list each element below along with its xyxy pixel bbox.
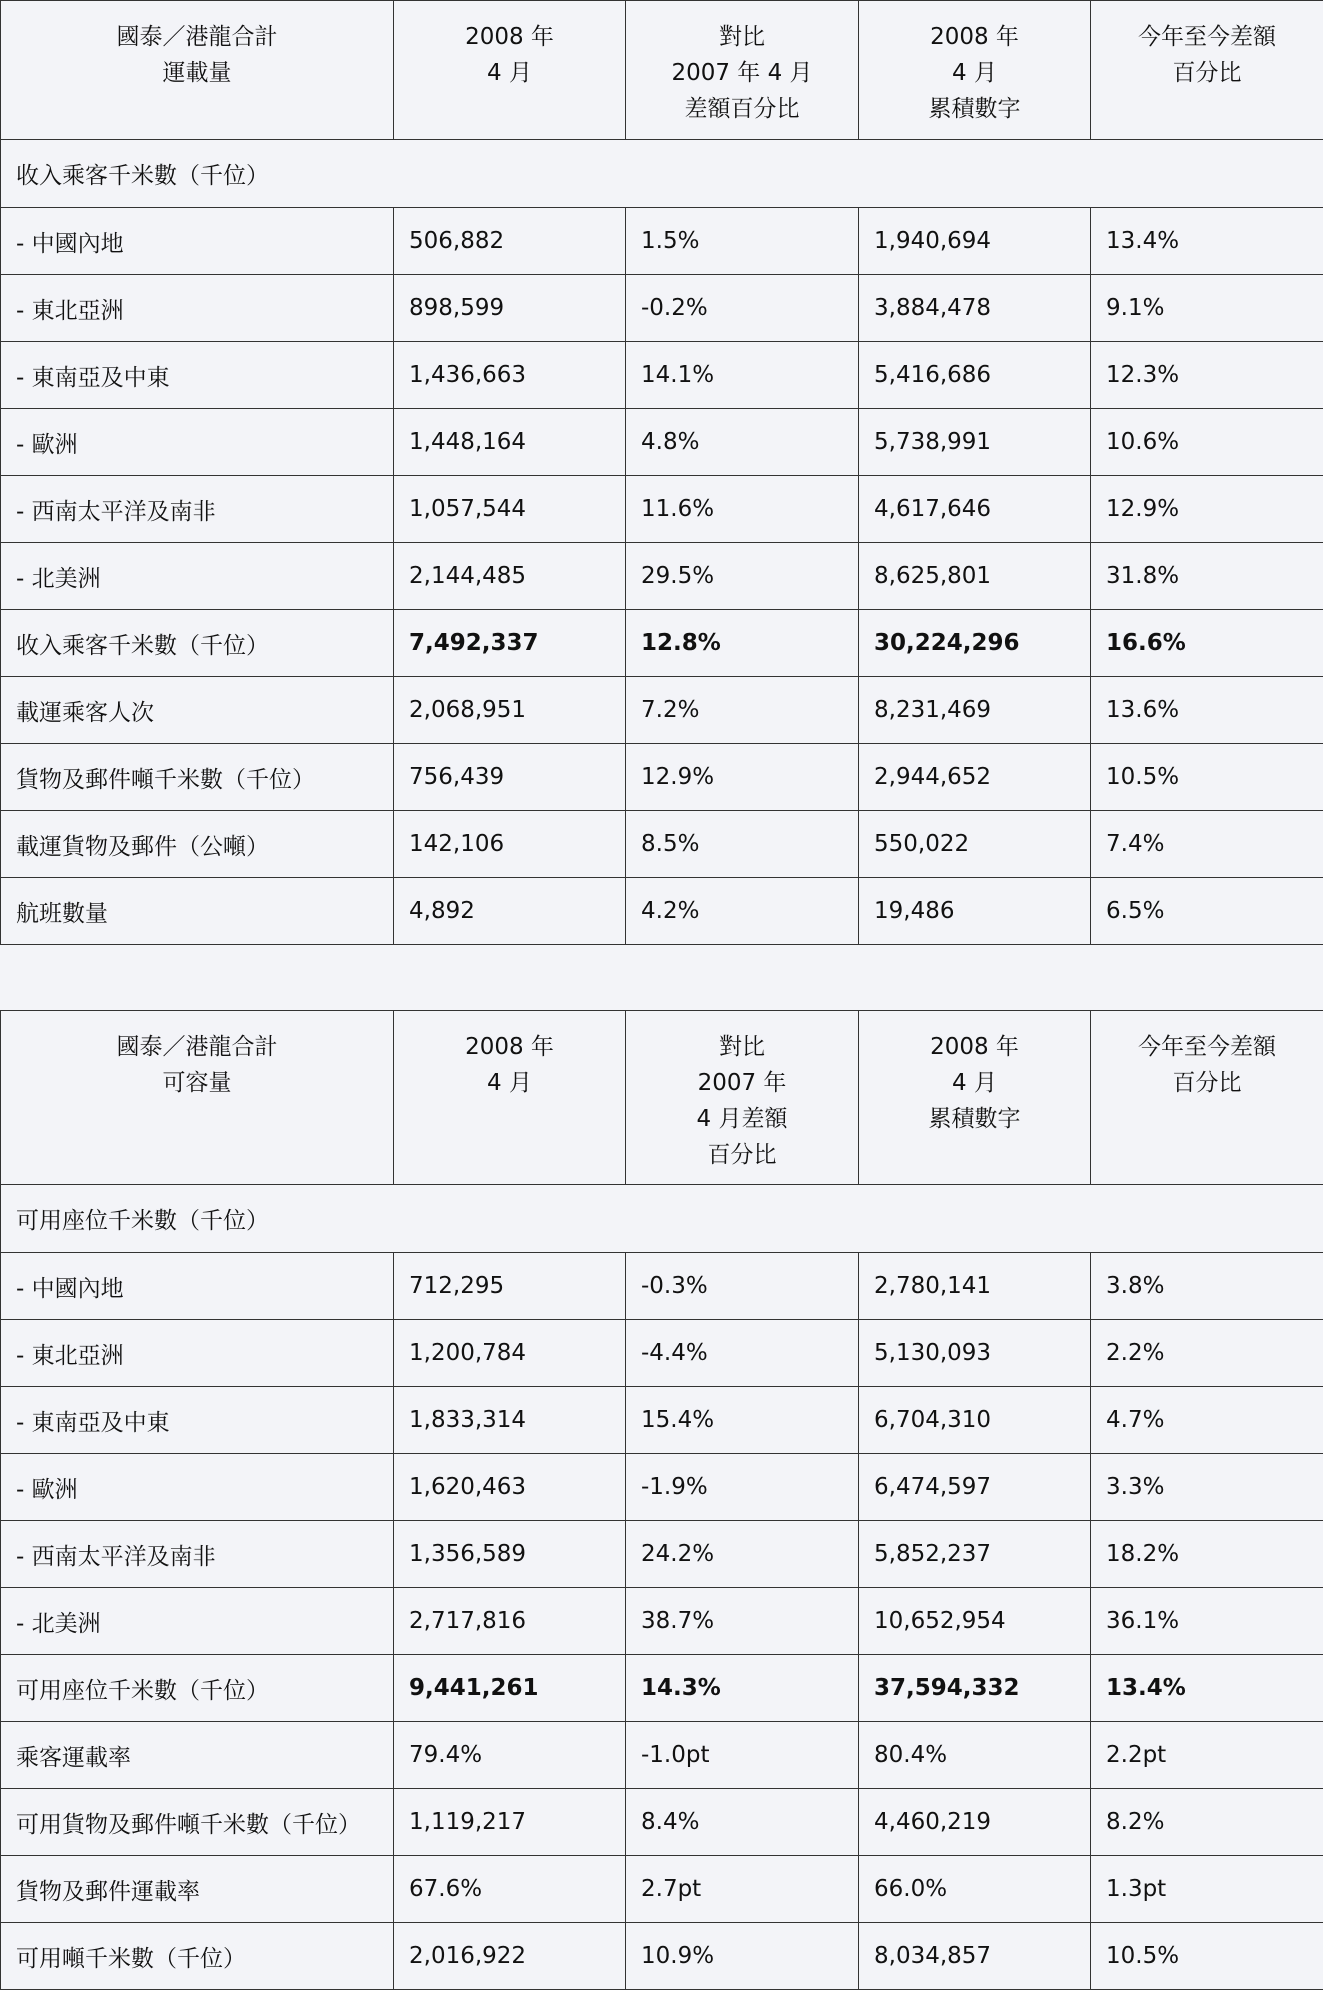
table-row	[1, 275, 1323, 342]
row-value: 10.9%	[626, 1923, 859, 1990]
row-value: 10.5%	[1091, 1923, 1323, 1990]
table-row	[1, 1588, 1323, 1655]
table-row	[1, 878, 1323, 945]
table-row	[1, 1722, 1323, 1789]
header-text-line: 2008 年	[930, 24, 1019, 50]
traffic-section-row	[1, 140, 1323, 208]
header-text-line: 4 月	[952, 60, 997, 86]
row-value: 8,034,857	[859, 1923, 1091, 1990]
row-value: -4.4%	[626, 1320, 859, 1387]
header-text-line: 國泰／港龍合計	[116, 24, 278, 50]
header-text-line: 百分比	[707, 1142, 777, 1168]
header-text-line: 對比	[719, 24, 765, 50]
row-value: 2.2pt	[1091, 1722, 1323, 1789]
row-label: - 東南亞及中東	[1, 342, 394, 409]
row-value: 10.5%	[1091, 744, 1323, 811]
row-value: 12.9%	[1091, 476, 1323, 543]
row-value: 12.9%	[626, 744, 859, 811]
traffic-header-cell	[1, 1, 394, 140]
table-row	[1, 1789, 1323, 1856]
row-value: 1,057,544	[394, 476, 626, 543]
row-value: 66.0%	[859, 1856, 1091, 1923]
row-label: 載運貨物及郵件（公噸）	[1, 811, 394, 878]
row-value: 67.6%	[394, 1856, 626, 1923]
row-label: - 東北亞洲	[1, 275, 394, 342]
row-value: 898,599	[394, 275, 626, 342]
header-text-line: 百分比	[1172, 60, 1242, 86]
row-value: 1.3pt	[1091, 1856, 1323, 1923]
row-value: -0.3%	[626, 1253, 859, 1320]
row-value: 14.1%	[626, 342, 859, 409]
header-text-line: 對比	[719, 1034, 765, 1060]
row-value: 12.8%	[626, 610, 859, 677]
table-row	[1, 409, 1323, 476]
header-text-line: 2007 年 4 月	[671, 60, 813, 86]
row-value: 8,625,801	[859, 543, 1091, 610]
table-row	[1, 677, 1323, 744]
table-row	[1, 1320, 1323, 1387]
row-value: 13.6%	[1091, 677, 1323, 744]
traffic-header-row	[1, 1, 1323, 140]
row-value: 3.8%	[1091, 1253, 1323, 1320]
row-value: 18.2%	[1091, 1521, 1323, 1588]
row-value: 29.5%	[626, 543, 859, 610]
row-value: 1,119,217	[394, 1789, 626, 1856]
traffic-header-cell	[394, 1, 626, 140]
capacity-header-cell	[394, 1011, 626, 1185]
row-value: 3.3%	[1091, 1454, 1323, 1521]
row-value: 7.4%	[1091, 811, 1323, 878]
row-value: 36.1%	[1091, 1588, 1323, 1655]
row-value: 6,704,310	[859, 1387, 1091, 1454]
header-text-line: 運載量	[162, 60, 232, 86]
header-text-line: 2008 年	[465, 24, 554, 50]
header-text-line: 4 月	[487, 60, 532, 86]
row-value: 756,439	[394, 744, 626, 811]
row-value: 31.8%	[1091, 543, 1323, 610]
table-row	[1, 342, 1323, 409]
row-value: 38.7%	[626, 1588, 859, 1655]
row-value: 4.2%	[626, 878, 859, 945]
row-value: 2.7pt	[626, 1856, 859, 1923]
table-row	[1, 1521, 1323, 1588]
row-value: 5,738,991	[859, 409, 1091, 476]
row-value: 16.6%	[1091, 610, 1323, 677]
table-row	[1, 1253, 1323, 1320]
header-text-line: 2008 年	[465, 1034, 554, 1060]
capacity-header-row	[1, 1011, 1323, 1185]
row-value: 4,460,219	[859, 1789, 1091, 1856]
traffic-table-body	[1, 1, 1323, 945]
row-value: 14.3%	[626, 1655, 859, 1722]
row-value: 10.6%	[1091, 409, 1323, 476]
row-value: 11.6%	[626, 476, 859, 543]
row-value: 2,016,922	[394, 1923, 626, 1990]
row-value: 712,295	[394, 1253, 626, 1320]
row-value: 37,594,332	[859, 1655, 1091, 1722]
row-value: 5,852,237	[859, 1521, 1091, 1588]
traffic-header-cell	[1091, 1, 1323, 140]
traffic-header-cell	[859, 1, 1091, 140]
row-label: 乘客運載率	[1, 1722, 394, 1789]
row-value: 9.1%	[1091, 275, 1323, 342]
row-value: 79.4%	[394, 1722, 626, 1789]
header-text-line: 2007 年	[697, 1070, 787, 1096]
header-text-line: 今年至今差額	[1138, 1034, 1276, 1060]
row-value: 550,022	[859, 811, 1091, 878]
header-text-line: 4 月	[952, 1070, 997, 1096]
row-value: 506,882	[394, 208, 626, 275]
row-value: 5,416,686	[859, 342, 1091, 409]
row-value: 13.4%	[1091, 1655, 1323, 1722]
row-value: 7.2%	[626, 677, 859, 744]
row-label: - 北美洲	[1, 543, 394, 610]
traffic-header-cell	[626, 1, 859, 140]
header-text-line: 百分比	[1172, 1070, 1242, 1096]
row-value: 2,944,652	[859, 744, 1091, 811]
row-value: 8,231,469	[859, 677, 1091, 744]
row-value: 30,224,296	[859, 610, 1091, 677]
row-value: 12.3%	[1091, 342, 1323, 409]
row-value: 1,200,784	[394, 1320, 626, 1387]
table-row	[1, 208, 1323, 275]
table-row	[1, 1454, 1323, 1521]
row-label: 航班數量	[1, 878, 394, 945]
row-value: 6,474,597	[859, 1454, 1091, 1521]
row-value: 8.4%	[626, 1789, 859, 1856]
row-label: 收入乘客千米數（千位）	[1, 610, 394, 677]
row-value: 15.4%	[626, 1387, 859, 1454]
row-value: -1.9%	[626, 1454, 859, 1521]
table-row	[1, 1387, 1323, 1454]
row-value: 8.5%	[626, 811, 859, 878]
row-label: 貨物及郵件噸千米數（千位）	[1, 744, 394, 811]
row-value: 1,940,694	[859, 208, 1091, 275]
capacity-header-cell	[1091, 1011, 1323, 1185]
row-value: 1.5%	[626, 208, 859, 275]
row-value: 4.8%	[626, 409, 859, 476]
row-value: 2,144,485	[394, 543, 626, 610]
capacity-table	[0, 1010, 1323, 1990]
row-label: - 中國內地	[1, 1253, 394, 1320]
header-text-line: 今年至今差額	[1138, 24, 1276, 50]
header-text-line: 差額百分比	[684, 96, 800, 122]
section-label: 可用座位千米數（千位）	[1, 1185, 1323, 1253]
row-value: 2,780,141	[859, 1253, 1091, 1320]
header-text-line: 2008 年	[930, 1034, 1019, 1060]
row-label: - 西南太平洋及南非	[1, 1521, 394, 1588]
row-value: -0.2%	[626, 275, 859, 342]
table-row	[1, 476, 1323, 543]
row-value: 19,486	[859, 878, 1091, 945]
row-label: - 西南太平洋及南非	[1, 476, 394, 543]
row-value: 80.4%	[859, 1722, 1091, 1789]
row-value: -1.0pt	[626, 1722, 859, 1789]
row-value: 1,833,314	[394, 1387, 626, 1454]
row-value: 10,652,954	[859, 1588, 1091, 1655]
row-value: 1,436,663	[394, 342, 626, 409]
header-text-line: 4 月	[487, 1070, 532, 1096]
capacity-section-row	[1, 1185, 1323, 1253]
table-row	[1, 1923, 1323, 1990]
row-value: 142,106	[394, 811, 626, 878]
row-value: 4,892	[394, 878, 626, 945]
row-value: 1,620,463	[394, 1454, 626, 1521]
row-value: 24.2%	[626, 1521, 859, 1588]
row-label: - 歐洲	[1, 409, 394, 476]
header-text-line: 國泰／港龍合計	[116, 1034, 278, 1060]
row-label: - 歐洲	[1, 1454, 394, 1521]
row-value: 2,717,816	[394, 1588, 626, 1655]
row-label: - 北美洲	[1, 1588, 394, 1655]
row-value: 1,356,589	[394, 1521, 626, 1588]
table-row	[1, 610, 1323, 677]
header-text-line: 可容量	[162, 1070, 232, 1096]
row-value: 3,884,478	[859, 275, 1091, 342]
row-value: 4.7%	[1091, 1387, 1323, 1454]
row-value: 1,448,164	[394, 409, 626, 476]
table-row	[1, 1856, 1323, 1923]
table-row	[1, 543, 1323, 610]
header-text-line: 累積數字	[928, 96, 1021, 122]
capacity-header-cell	[859, 1011, 1091, 1185]
row-label: 貨物及郵件運載率	[1, 1856, 394, 1923]
row-label: 可用噸千米數（千位）	[1, 1923, 394, 1990]
row-value: 6.5%	[1091, 878, 1323, 945]
row-label: - 中國內地	[1, 208, 394, 275]
row-label: - 東南亞及中東	[1, 1387, 394, 1454]
row-value: 2,068,951	[394, 677, 626, 744]
row-label: 可用貨物及郵件噸千米數（千位）	[1, 1789, 394, 1856]
traffic-table	[0, 0, 1323, 945]
row-value: 2.2%	[1091, 1320, 1323, 1387]
capacity-header-cell	[626, 1011, 859, 1185]
header-text-line: 累積數字	[928, 1106, 1021, 1132]
table-row	[1, 1655, 1323, 1722]
table-row	[1, 744, 1323, 811]
row-label: 可用座位千米數（千位）	[1, 1655, 394, 1722]
row-value: 5,130,093	[859, 1320, 1091, 1387]
row-label: 載運乘客人次	[1, 677, 394, 744]
row-value: 7,492,337	[394, 610, 626, 677]
row-value: 9,441,261	[394, 1655, 626, 1722]
section-label: 收入乘客千米數（千位）	[1, 140, 1323, 208]
row-value: 13.4%	[1091, 208, 1323, 275]
header-text-line: 4 月差額	[696, 1106, 788, 1132]
table-row	[1, 811, 1323, 878]
row-label: - 東北亞洲	[1, 1320, 394, 1387]
row-value: 4,617,646	[859, 476, 1091, 543]
row-value: 8.2%	[1091, 1789, 1323, 1856]
capacity-table-body	[1, 1011, 1323, 1990]
capacity-header-cell	[1, 1011, 394, 1185]
